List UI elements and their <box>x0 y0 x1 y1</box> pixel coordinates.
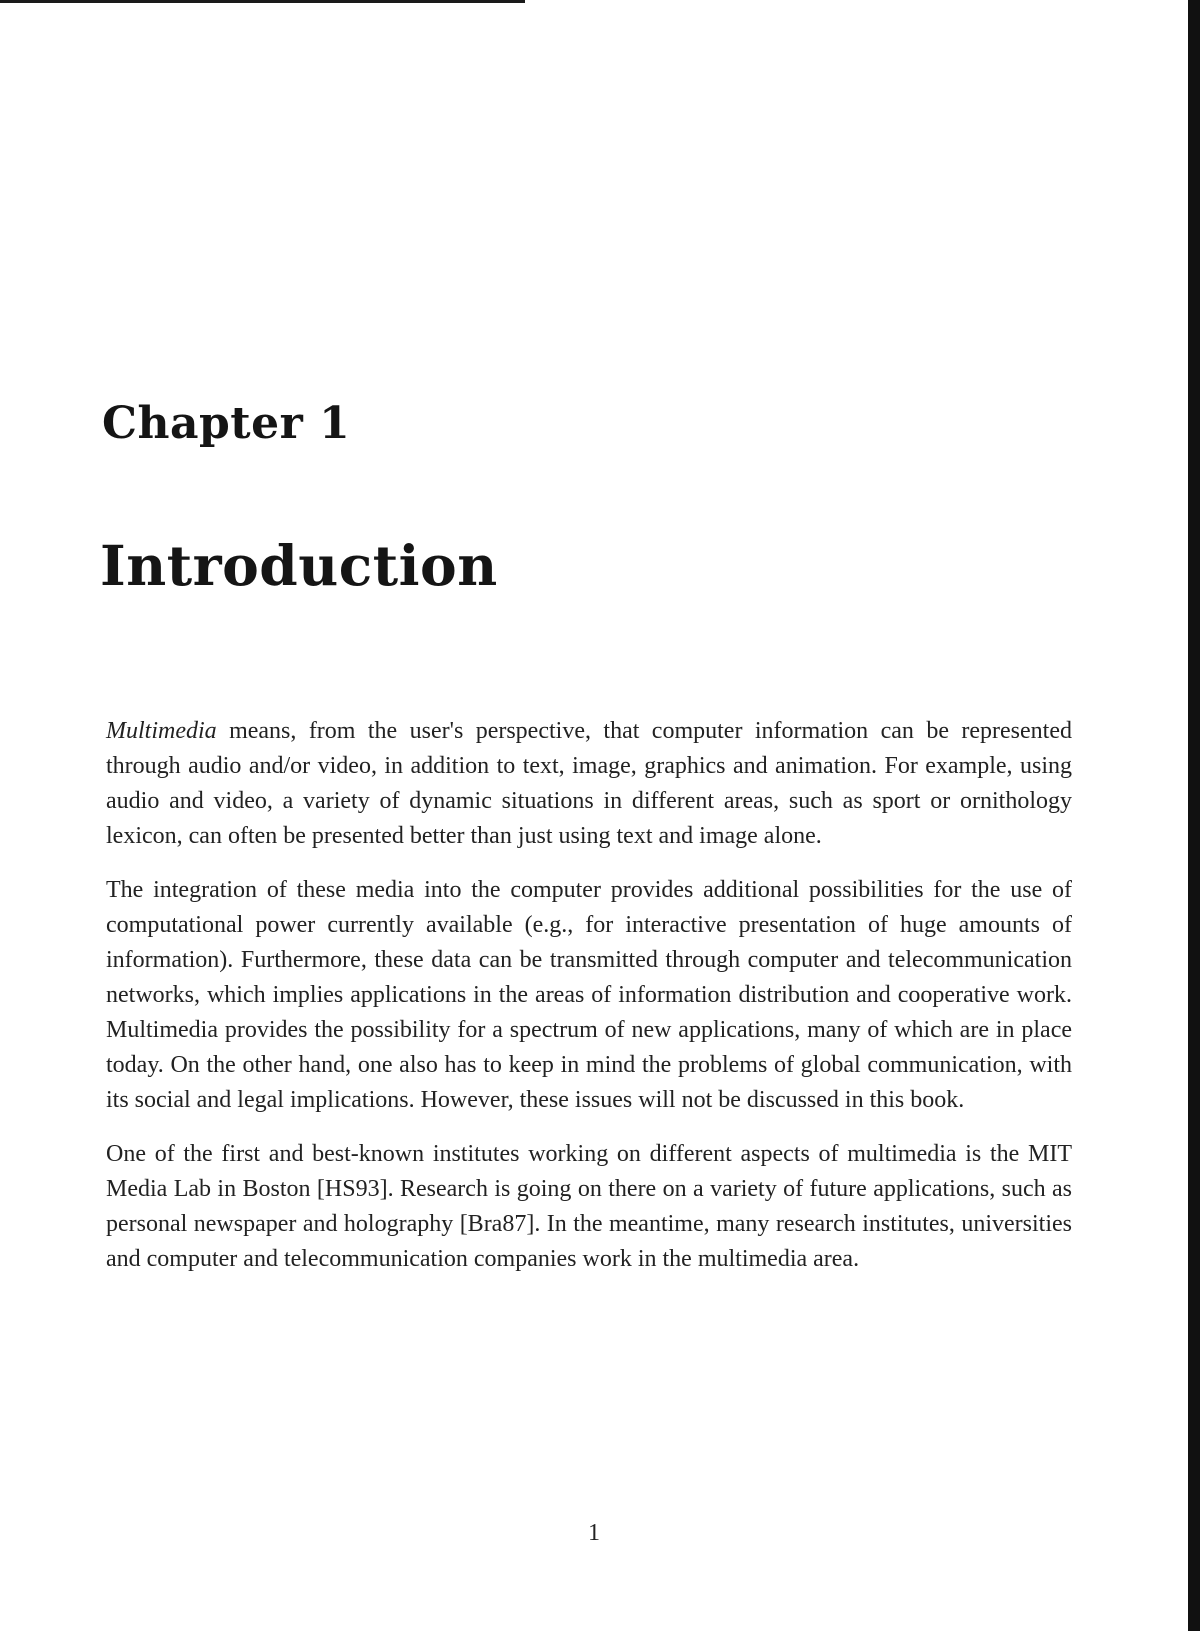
paragraph-1-text: means, from the user's perspective, that computer information can be represented through audio and/or video, in addition to text, image, graphics and animation. For example, using audio and video, a variety of dynamic situations in different areas, such as sport or ornithology lexicon, can often be presented better than just using text and image alone. <box>106 718 1072 849</box>
paragraph-2: The integration of these media into the computer provides additional possibilities for the use of computational power currently available (e.g., for interactive presentation of huge amounts of information). Furthermore, these data can be transmitted through computer and telecommunication networks, which implies applications in the areas of information distribution and cooperative work. Multimedia provides the possibility for a spectrum of new applications, many of which are in place today. On the other hand, one also has to keep in mind the problems of global communication, with its social and legal implications. However, these issues will not be discussed in this book. <box>106 877 1072 1113</box>
paragraph-1 <box>106 714 1072 854</box>
chapter-title: Introduction <box>100 533 498 598</box>
paragraph-3: One of the first and best-known institutes working on different aspects of multimedia is the MIT Media Lab in Boston [HS93]. Research is going on there on a variety of future applications, such as personal newspaper and holography [Bra87]. In the meantime, many research institutes, universities and computer and telecommunication companies work in the multimedia area. <box>106 1141 1072 1272</box>
body-text <box>106 714 1072 1296</box>
page-number: 1 <box>588 1520 600 1546</box>
chapter-label: Chapter 1 <box>102 398 351 449</box>
scan-edge-top <box>0 0 525 3</box>
multimedia-term: Multimedia <box>106 718 217 744</box>
scan-edge-right <box>1188 0 1200 1631</box>
